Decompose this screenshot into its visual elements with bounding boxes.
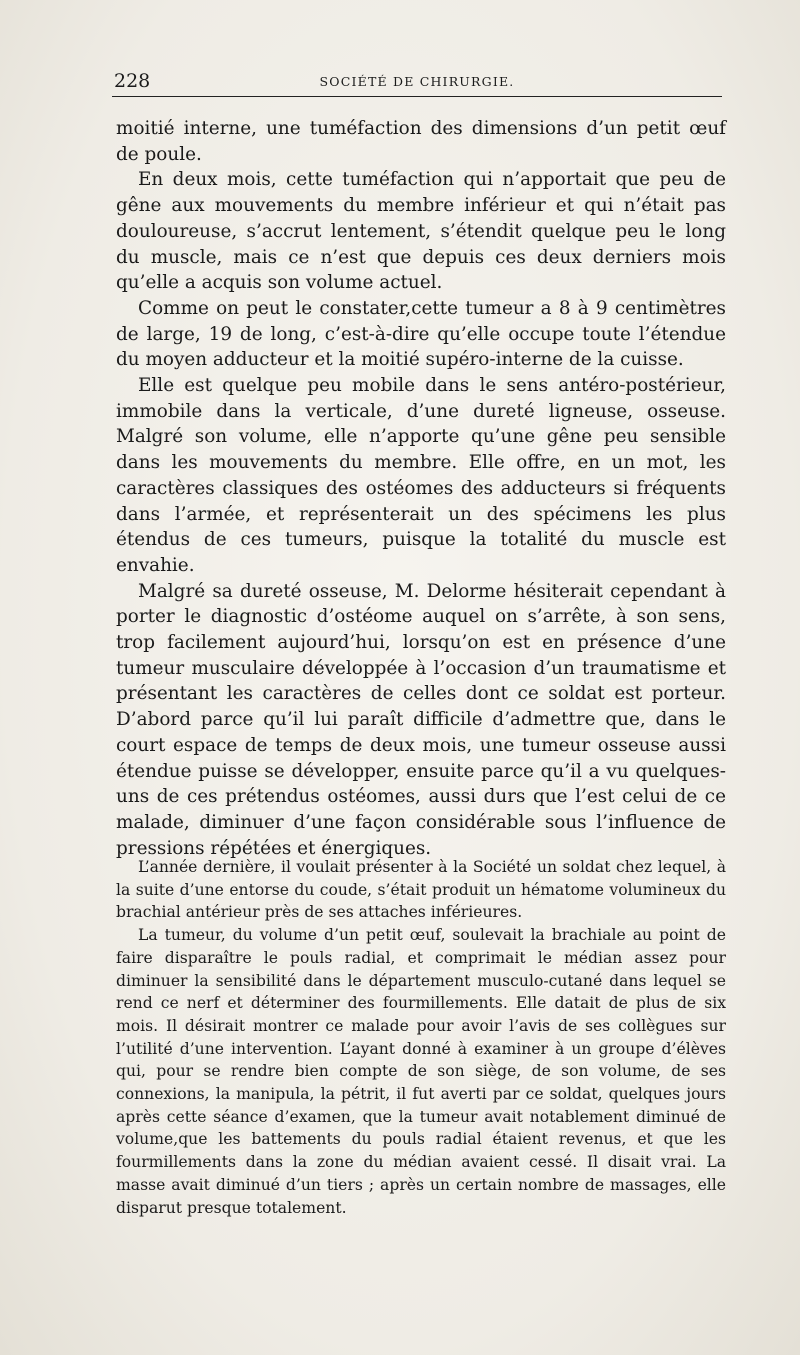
note-paragraph: L’année dernière, il voulait présenter à la Société un soldat chez lequel, à la suite d’une entorse du coude, s’était produit un hématome volumineux du brachial antérieur près de ses attaches inférieures. (116, 858, 726, 922)
page-header (112, 70, 722, 97)
paragraph: En deux mois, cette tuméfaction qui n’apportait que peu de gêne aux mouvements du membre inférieur et qui n’était pas douloureuse, s’accrut lentement, s’étendit quelque peu le long du muscle, mais ce n’est que depuis ces deux derniers mois qu’elle a acquis son volume actuel. (116, 169, 726, 294)
paragraph: Malgré sa dureté osseuse, M. Delorme hésiterait cependant à porter le diagnostic d’ostéome auquel on s’arrête, à son sens, trop facilement aujourd’hui, lorsqu’on est en présence d’une tumeur musculaire développée à l’occasion d’un traumatisme et présentant les caractères de celles dont ce soldat est porteur. D’abord parce qu’il lui paraît difficile d’admettre que, dans le court espace de temps de deux mois, une tumeur osseuse aussi étendue puisse se développer, ensuite parce qu’il a vu quelques-uns de ces prétendus ostéomes, aussi durs que l’est celui de ce malade, diminuer d’une façon considérable sous l’influence de pressions répétées et énergiques. (116, 580, 726, 859)
paragraph: Comme on peut le constater,cette tumeur a 8 à 9 centimètres de large, 19 de long, c’est-à-dire qu’elle occupe toute l’étendue du moyen adducteur et la moitié supéro-interne de la cuisse. (116, 297, 726, 371)
main-text (116, 116, 726, 861)
note-paragraph: La tumeur, du volume d’un petit œuf, soulevait la brachiale au point de faire disparaître le pouls radial, et comprimait le médian assez pour diminuer la sensibilité dans le département musculo-cutané dans lequel se rend ce nerf et déterminer des fourmillements. Elle datait de plus de six mois. Il désirait montrer ce malade pour avoir l’avis de ses collègues sur l’utilité d’une intervention. L’ayant donné à examiner à un groupe d’élèves qui, pour se rendre bien compte de son siège, de son volume, de ses connexions, la manipula, la pétrit, il fut averti par ce soldat, quelques jours après cette séance d’examen, que la tumeur avait notablement diminué de volume,que les battements du pouls radial étaient revenus, et que les fourmillements dans la zone du médian avaient cessé. Il disait vrai. La masse avait diminué d’un tiers ; après un certain nombre de massages, elle disparut presque totalement. (116, 926, 726, 1217)
page-number: 228 (114, 70, 151, 92)
paragraph: Elle est quelque peu mobile dans le sens antéro-postérieur, immobile dans la verticale, d’une dureté ligneuse, osseuse. Malgré son volume, elle n’apporte qu’une gêne peu sensible dans les mouvements du membre. Elle offre, en un mot, les caractères classiques des ostéomes des adducteurs si fréquents dans l’armée, et représenterait un des spécimens les plus étendus de ces tumeurs, puisque la totalité du muscle est envahie. (116, 375, 726, 576)
note-text (116, 856, 726, 1219)
paragraph: moitié interne, une tuméfaction des dimensions d’un petit œuf de poule. (116, 118, 726, 165)
running-title: SOCIÉTÉ DE CHIRURGIE. (319, 74, 515, 89)
